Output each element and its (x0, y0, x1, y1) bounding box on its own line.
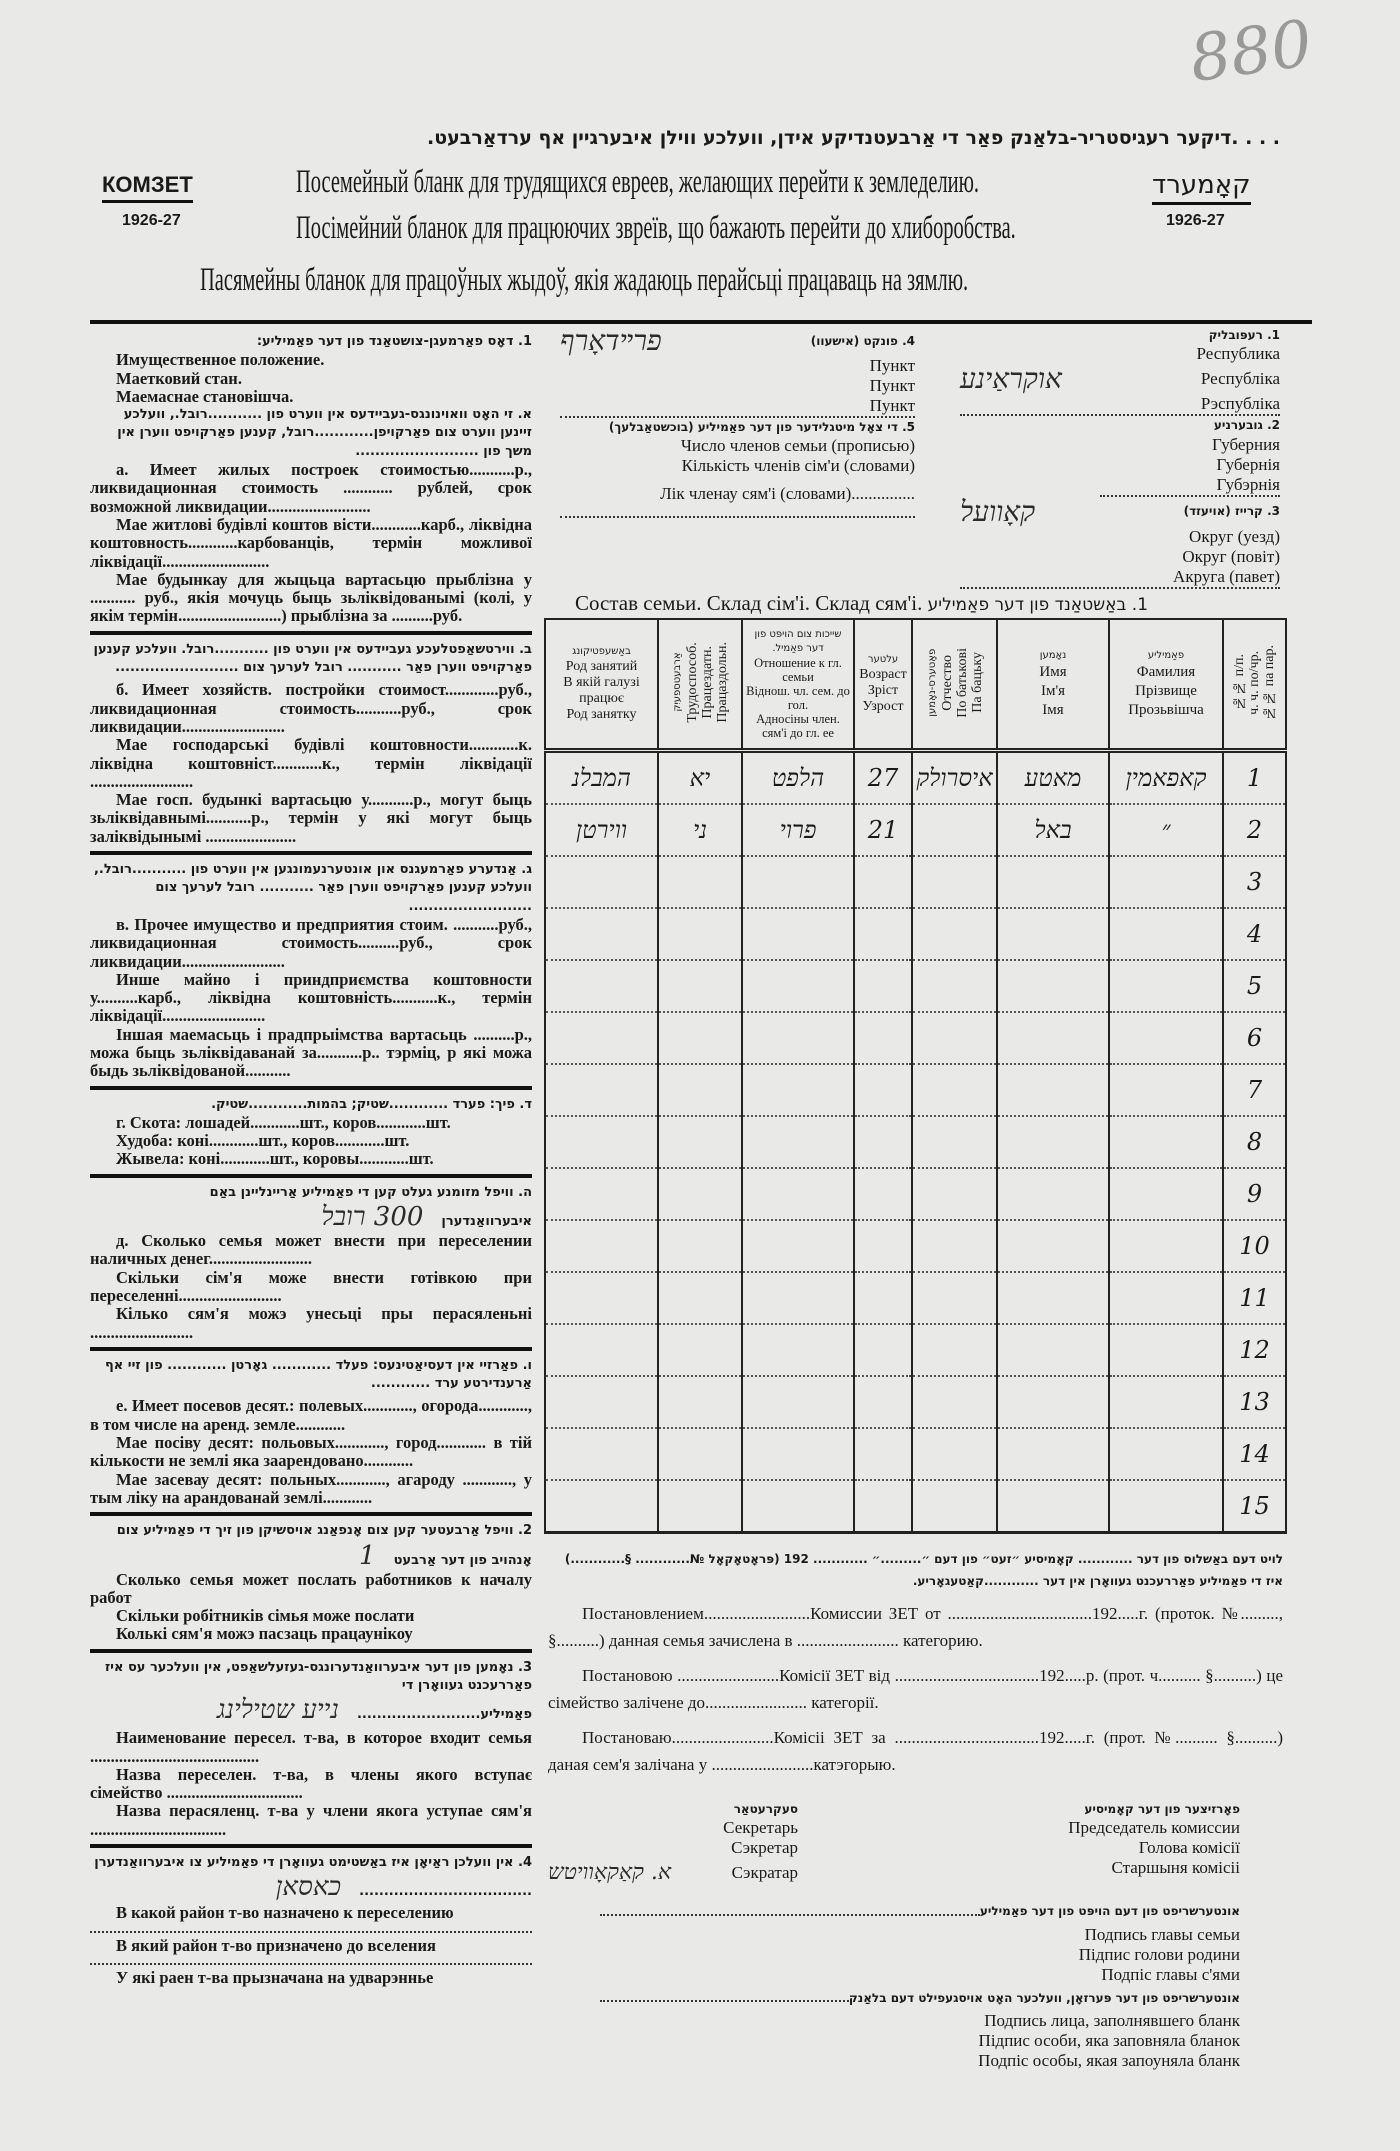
year-right: 1926-27 (1166, 212, 1225, 229)
cell-number: 5 (1223, 960, 1286, 1012)
cell-surname (1109, 1116, 1223, 1168)
cell-age (854, 1428, 912, 1480)
chair-label-ru: Председатель комиссии (1068, 1818, 1240, 1838)
chair-label-uk: Голова комісії (1138, 1838, 1240, 1858)
commission-signatures (548, 1800, 1240, 1888)
cell-surname (1109, 908, 1223, 960)
section-workers (90, 1522, 532, 1643)
filler-label-yi: אונטערשריפט פון דער פּערזאָן, וועלכער האָט אויסגעפילט דעם בלאַנק (848, 1990, 1240, 2005)
col-occupation: באַשעפטיקונג Род занятий В якій галузі працює Род занятку (545, 619, 658, 751)
cell-relation (742, 1220, 854, 1272)
cell-relation: הלפט (742, 751, 854, 805)
location-punkt (560, 326, 915, 518)
cell-number: 14 (1223, 1428, 1286, 1480)
table-row (545, 856, 1286, 908)
cell-surname (1109, 1428, 1223, 1480)
cell-age (854, 908, 912, 960)
field-text-ru: В какой район т-во назначено к переселению (116, 1903, 454, 1923)
field-text-uk: Мае житлові будівлі коштов вісти............карб., ліквідна коштовность............карбованців, термін можливої ліквідації.......................... (90, 514, 532, 571)
year-left: 1926-27 (122, 212, 181, 229)
col-surname: פאַמיליע Фамилия Прізвище Прозьвішча (1109, 619, 1223, 751)
handwritten-okrug: קאָוועל (960, 494, 1036, 528)
field-text-be: Жывела: коні............шт., коровы............шт. (116, 1149, 434, 1169)
cell-age (854, 1480, 912, 1533)
cell-name (997, 1064, 1109, 1116)
cell-name (997, 1168, 1109, 1220)
cell-surname: ״ (1109, 804, 1223, 856)
table-row (545, 1220, 1286, 1272)
cell-surname (1109, 1064, 1223, 1116)
field-text-yi: ג. אַנדערע פאַרמעגנס און אונטערנעמונגען אין ווערט פון ...........רובל., וועלכע קענען פאַרקויפט ווערן פאַר ........... רובל לערעך צום ......................... (93, 862, 532, 914)
field-text-ru: а. Имеет жилых построек стоимостью...........р., ликвидационная стоимость ............ рублей, срок возможной ликвидации......................... (90, 460, 532, 516)
table-row (545, 1012, 1286, 1064)
table-row (545, 1116, 1286, 1168)
cell-age (854, 1376, 912, 1428)
cell-name (997, 1220, 1109, 1272)
handwritten-district: כאסאן (275, 1872, 342, 1903)
cell-surname (1109, 1168, 1223, 1220)
family-heading-yi: 1. באַשטאַנד פון דער פאַמיליע (927, 595, 1149, 615)
cell-occupation (545, 1480, 658, 1533)
cell-able (658, 1064, 742, 1116)
cell-number: 13 (1223, 1376, 1286, 1428)
cell-able (658, 1324, 742, 1376)
cell-occupation (545, 856, 658, 908)
punkt-label-be: Пункт (560, 396, 915, 418)
cell-number: 12 (1223, 1324, 1286, 1376)
cell-name (997, 1428, 1109, 1480)
secretary-signature-block (548, 1800, 798, 1888)
handwritten-punkt: פרײדאָרף (560, 324, 662, 357)
field-text-be: Мае будынкау для жыцьца вартасьцю прыблізна у ........... руб., якія мочуць быць зьліквідованымі (колі, у якім термін.........................) прыблізна за ..........руб. (90, 569, 532, 626)
table-header (545, 619, 1286, 751)
cell-age (854, 1220, 912, 1272)
heading-be: Маемаснае становішча. (116, 386, 294, 406)
field-text-yi: 3. נאָמען פון דער איבערוואַנדערונגס-געזעלשאַפט, אין וועלכער עס איז פאַררעכנט געוואָרן די פאַמיליע......................... (104, 1659, 532, 1723)
section-farm-buildings (90, 641, 532, 846)
decision-ru: Постановлением.........................Комиссии ЗЕТ от ..................................192.....г. (проток. №........., §..........) данная семья зачислена в ........................ категорию. (548, 1604, 1283, 1650)
field-text-yi: 4. אין וועלכן ראַיאָן איז באַשטימט געוואָרן די פאַמיליע צו איבערוואַנדערן ................................... (94, 1855, 532, 1900)
handwritten-association-name: נייע שטילינג (216, 1695, 339, 1726)
cell-surname (1109, 1012, 1223, 1064)
cell-number: 11 (1223, 1272, 1286, 1324)
decision-yi: לויט דעם באַשלוס פון דער ............ קאָמיסיע ״זעט״ פון דעם ״.........״ ............ 192 (פּראָטאָקאָל №............ §............) איז די פאַמיליע פאַררעכנט געוואָרן אין דער ............קאַטעגאָריע. (564, 1552, 1283, 1588)
head-label-ru: Подпись главы семьи (1084, 1924, 1240, 1944)
cell-age (854, 1168, 912, 1220)
field-text-yi: 2. וויפל אַרבעטער קען צום אָנפאַנג אויסשיקן פון זיך די פאַמיליע צום אָנהויב פון דער אַרבעט (116, 1523, 532, 1568)
republic-row (960, 364, 1280, 394)
section-heading: 1. דאָס פאַרמעגן-צושטאַנד פון דער פאַמיליע: (256, 334, 532, 349)
cell-number: 8 (1223, 1116, 1286, 1168)
table-row (545, 1168, 1286, 1220)
punkt-row (560, 326, 915, 356)
cell-able: יא (658, 751, 742, 805)
divider (90, 1512, 532, 1516)
cell-name (997, 960, 1109, 1012)
divider (90, 851, 532, 855)
field-text-yi-wrap (90, 1659, 532, 1726)
section-district (90, 1854, 532, 1987)
cell-relation (742, 1116, 854, 1168)
cell-surname: קאפאמין (1109, 751, 1223, 805)
field-text-yi-wrap (90, 1522, 532, 1570)
filler-label-uk: Підпис особи, яка заповняла бланок (978, 2030, 1240, 2050)
cell-name (997, 1480, 1109, 1533)
cell-able (658, 1220, 742, 1272)
punkt-label-uk: Пункт (869, 376, 915, 395)
cell-able (658, 1480, 742, 1533)
field-text-ru: в. Прочее имущество и предприятия стоим. ...........руб., ликвидационная стоимость..........руб., срок ликвидации......................... (90, 914, 532, 971)
cell-age: 27 (854, 751, 912, 805)
cell-relation (742, 856, 854, 908)
cell-able (658, 856, 742, 908)
cell-number: 9 (1223, 1168, 1286, 1220)
title-belarusian: Пасямейны бланок для працоўных жыдоў, якія жадаюць перайсьці працаваць на зямлю. (200, 262, 969, 298)
field-text-be: Мае госп. будынкі вартасьцю у...........р., могут быць зьліквідавнымі...........р., термін у які могут быць заліквідынымі ...................... (90, 790, 532, 846)
field-text-yi-wrap (90, 1184, 532, 1232)
field-text-uk: В який район т-во призначено до вселения (116, 1935, 436, 1955)
cell-patronymic (912, 1012, 997, 1064)
cell-relation (742, 960, 854, 1012)
gubernia-label-uk: Губернія (1216, 454, 1280, 474)
cell-age (854, 960, 912, 1012)
signature-line (600, 2000, 849, 2002)
col-number: №№ п/п. ч. ч. по/чр. №№ па пар. (1223, 619, 1286, 751)
field-text-uk: Скільки робітників сімья може послати (116, 1606, 415, 1626)
title-russian: Посемейный бланк для трудящихся евреев, желающих перейти к земледелию. (296, 164, 980, 200)
table-row (545, 1376, 1286, 1428)
table-row (545, 1480, 1286, 1533)
logo-komerd: קאָמערד (1152, 170, 1251, 205)
cell-relation (742, 1168, 854, 1220)
table-row (545, 1272, 1286, 1324)
divider (90, 1174, 532, 1178)
field-text-uk: Назва переселен. т-ва, в члены якого вступає сімейство ................................. (90, 1764, 532, 1803)
cell-age: 21 (854, 804, 912, 856)
field-text-ru: Сколько семья может послать работников к началу работ (90, 1569, 532, 1607)
field-text-ru: Наименование пересел. т-ва, в которое входит семья ......................................... (90, 1728, 532, 1766)
cell-relation (742, 1428, 854, 1480)
title-ukrainian: Посімейний бланок для працюючих зврeїв, що бажають перейти до хлиборобства. (296, 210, 1016, 246)
cell-surname (1109, 1272, 1223, 1324)
col-patronymic: פאָטערס-נאָמען Отчество По батькові Па бацьку (912, 619, 997, 751)
table-row (545, 751, 1286, 805)
cell-patronymic: איסרולק (912, 751, 997, 805)
cell-age (854, 1116, 912, 1168)
head-signature-block (600, 1902, 1240, 2071)
cell-name (997, 1272, 1109, 1324)
secretary-row (548, 1858, 798, 1888)
cell-patronymic (912, 804, 997, 856)
cell-able: ני (658, 804, 742, 856)
members-label-yi: 5. די צאָל מיטגלידער פון דער פאַמיליע (בוכשטאַבלעך) (608, 420, 915, 434)
section-other-property (90, 861, 532, 1081)
field-text-uk: Худоба: коні............шт., коров............шт. (116, 1131, 410, 1151)
cell-age (854, 1012, 912, 1064)
heading-ru: Имущественное положение. (116, 350, 325, 370)
head-label-be: Подпіс главы с'ями (1101, 1964, 1240, 1984)
section-sowing (90, 1357, 532, 1507)
field-text-be: Кілько сям'я можэ унесьці пры перасяленьні ......................... (90, 1304, 532, 1342)
members-label-uk: Кількість членів сім'и (словами) (681, 456, 915, 476)
location-region (960, 326, 1280, 589)
cell-age (854, 1064, 912, 1116)
table-row (545, 908, 1286, 960)
members-label-ru: Число членов семьи (прописью) (680, 436, 915, 456)
republic-label-uk: Республіка (1200, 369, 1280, 389)
cell-occupation (545, 1116, 658, 1168)
cell-name (997, 1324, 1109, 1376)
cell-occupation: ווירטן (545, 804, 658, 856)
cell-name: מאטע (997, 751, 1109, 805)
republic-label-yi: 1. רעפּובליק (1208, 328, 1280, 342)
cell-age (854, 1272, 912, 1324)
cell-occupation: המבלנ (545, 751, 658, 805)
decision-uk: Постановою ........................Комісії ЗЕТ від ..................................192.....р. (прот. ч.......... §..........) це сімейство залічене до........................ категорії. (548, 1666, 1283, 1712)
handwritten-cash-amount: 300 רובל (321, 1202, 424, 1233)
field-text-ru: г. Скота: лошадей............шт., коров............шт. (116, 1112, 451, 1132)
table-row (545, 804, 1286, 856)
cell-surname (1109, 960, 1223, 1012)
field-text-yi: ב. ווירטשאַפטלעכע געביידעס אין ווערט פון ...........רובל. וועלכע קענען פאַרקויפט ווערן פאַר ........... רובל לערעך צום ......................... (93, 641, 532, 676)
field-text-be: У які раен т-ва прызначана на удварэнньe (116, 1967, 434, 1987)
cell-surname (1109, 1220, 1223, 1272)
punkt-label-ru: Пункт (869, 356, 915, 375)
field-text-ru: е. Имеет посевов десят.: полевых............, огорода............, в том числе на аренд. земле............ (90, 1396, 532, 1434)
family-table (544, 618, 1287, 1534)
cell-patronymic (912, 1480, 997, 1533)
cell-occupation (545, 908, 658, 960)
cell-patronymic (912, 1064, 997, 1116)
cell-relation (742, 1272, 854, 1324)
cell-relation (742, 1324, 854, 1376)
chair-signature-block (960, 1800, 1240, 1888)
cell-able (658, 1168, 742, 1220)
field-text-uk: Мае господарські будівлі коштовности............к. ліквідна коштовніст............к., термін ліквідації ......................... (90, 735, 532, 791)
field-text-yi-wrap (90, 1854, 532, 1902)
logo-komzet: КОМЗЕТ (102, 172, 193, 203)
cell-relation: פרוי (742, 804, 854, 856)
cell-surname (1109, 856, 1223, 908)
cell-patronymic (912, 1324, 997, 1376)
family-heading-text: Состав семьи. Склад сім'і. Склад сям'і. (575, 591, 923, 615)
dotted-line (560, 516, 915, 518)
members-label-be: Лік членау сям'і (словами)............... (660, 484, 915, 504)
gubernia-label-be: Губэрнія (1100, 475, 1280, 497)
field-text-yi: ה. וויפל מזומנע געלט קען די פאַמיליע אַריינליינן באַם איבערוואַנדערן (209, 1184, 532, 1230)
col-age: עלטער Возраст Зріст Узрост (854, 619, 912, 751)
okrug-row (960, 494, 1280, 528)
cell-patronymic (912, 1116, 997, 1168)
signature-line (600, 1914, 980, 1916)
field-text-be: Мае засевау десят: польных............, агароду ............, у тым ліку на арандованай землі............ (90, 1469, 532, 1507)
cell-able (658, 1272, 742, 1324)
republic-label-be: Рэспубліка (960, 394, 1280, 416)
cell-occupation (545, 1220, 658, 1272)
secretary-signature: א. קאַקאָוויטש (548, 1860, 672, 1886)
section-livestock (90, 1096, 532, 1169)
table-row (545, 960, 1286, 1012)
cell-number: 10 (1223, 1220, 1286, 1272)
field-text-yi: א. זי האָט וואוינונגס-געביידעס אין ווערט פון ...........רובל., וועלכע זיינען ווערט צום פאַרקויפן............רובל, קענען פאַרקויפט ווערן אין משך פון ......................... (117, 407, 532, 459)
cell-able (658, 960, 742, 1012)
handwritten-republic: אוקראַינע (960, 362, 1062, 396)
field-text-uk: Инше майно і приндприємства коштовности у..........карб., ліквідна коштовність...........к., термін ліквідації......................... (90, 969, 532, 1026)
cell-relation (742, 908, 854, 960)
cell-relation (742, 1012, 854, 1064)
secretary-label-uk: Сэкретар (731, 1838, 798, 1858)
okrug-label-be: Акруга (павет) (960, 567, 1280, 589)
cell-age (854, 1324, 912, 1376)
cell-number: 1 (1223, 751, 1286, 805)
section-property (90, 333, 532, 626)
cell-occupation (545, 1272, 658, 1324)
col-name: נאָמען Имя Ім'я Імя (997, 619, 1109, 751)
cell-patronymic (912, 856, 997, 908)
table-row (545, 1428, 1286, 1480)
field-text-uk: Скільки сім'я може внести готівкою при переселенні......................... (90, 1267, 532, 1305)
divider (90, 1649, 532, 1653)
col-able: אַרבעטספעיִק Трудоспособ. Працездатн. Працаздольн. (658, 619, 742, 751)
cell-age (854, 856, 912, 908)
cell-able (658, 1012, 742, 1064)
cell-occupation (545, 1012, 658, 1064)
field-text-ru: б. Имеет хозяйств. постройки стоимост.............руб., ликвидационная стоимость...........руб., срок ликвидации......................... (90, 680, 532, 736)
cell-surname (1109, 1324, 1223, 1376)
cell-name: באל (997, 804, 1109, 856)
filler-label-be: Подпіс особы, якая запоуняла бланк (978, 2050, 1240, 2070)
decision-be: Постановаю........................Комісіі ЗЕТ за ..................................192.....г. (прот. №.......... §..........) данaя сем'я залічана у ........................катэгорыю. (548, 1728, 1283, 1774)
cell-patronymic (912, 1376, 997, 1428)
cell-patronymic (912, 1220, 997, 1272)
cell-number: 6 (1223, 1012, 1286, 1064)
yiddish-title: . . . .דיקער רעגיסטריר-בלאַנק פאַר די אַרבעטנדיקע אידן, וועלכע ווילן איבערגיין אף ערדאַרבעט. (426, 127, 1280, 149)
field-text-yi: ו. פאַרזיי אין דעסיאַטינעס: פעלד ............ גאָרטן ............ פון זיי אף אַרענדירטע ערד ............ (105, 1357, 532, 1392)
dotted-line (90, 1931, 532, 1933)
filler-label-ru: Подпись лица, заполнявшего бланк (984, 2010, 1240, 2030)
cell-surname (1109, 1376, 1223, 1428)
cell-surname (1109, 1480, 1223, 1533)
heading-uk: Маетковий стан. (116, 368, 242, 388)
header-divider (90, 320, 1312, 324)
cell-patronymic (912, 960, 997, 1012)
cell-able (658, 908, 742, 960)
cell-number: 4 (1223, 908, 1286, 960)
cell-able (658, 1376, 742, 1428)
field-text-yi: ד. פיך: פערד ............שטיק; בהמות............שטיק. (211, 1096, 532, 1112)
head-label-uk: Підпис голови родини (1078, 1944, 1240, 1964)
handwritten-workers-count: 1 (359, 1540, 376, 1571)
cell-patronymic (912, 1428, 997, 1480)
cell-name (997, 1012, 1109, 1064)
cell-number: 2 (1223, 804, 1286, 856)
field-text-be: Іншая маемасьць і прадпрыімства вартасьць ..........р., можа быць зьліквідаванай за...........р.. тэрміц, р які можа быдь зьліквідованой........... (90, 1024, 532, 1081)
cell-patronymic (912, 1168, 997, 1220)
divider (90, 1347, 532, 1351)
left-column (90, 333, 532, 1987)
cell-patronymic (912, 908, 997, 960)
section-association (90, 1659, 532, 1839)
section-cash (90, 1184, 532, 1342)
cell-name (997, 1116, 1109, 1168)
republic-label-ru: Республика (1196, 344, 1280, 364)
cell-relation (742, 1064, 854, 1116)
field-text-uk: Мае посіву десят: польовых............, город............ в тій кількости не землі яка заарендовано............ (90, 1433, 532, 1471)
cell-able (658, 1428, 742, 1480)
cell-able (658, 1116, 742, 1168)
secretary-label-be: Сэкратар (731, 1863, 798, 1883)
family-heading (575, 591, 1148, 617)
cell-occupation (545, 1324, 658, 1376)
field-text-be: Назва перасяленц. т-ва у члени якога уступае сям'я ................................. (90, 1801, 532, 1839)
cell-occupation (545, 960, 658, 1012)
cell-occupation (545, 1064, 658, 1116)
cell-name (997, 908, 1109, 960)
field-text-ru: д. Сколько семья может внести при переселении наличных денег......................... (90, 1231, 532, 1269)
divider (90, 1844, 532, 1848)
cell-name (997, 856, 1109, 908)
cell-occupation (545, 1428, 658, 1480)
divider (90, 1086, 532, 1090)
cell-number: 15 (1223, 1480, 1286, 1533)
col-relation: שייכות צום הויפּט פון דער פאַמיל. Отношение к гл. семьи Віднош. чл. сем. до гол. Адносіны член. сям'і до гл. ее (742, 619, 854, 751)
cell-occupation (545, 1376, 658, 1428)
divider (90, 631, 532, 635)
field-text-be: Колькі сям'я можэ пасзаць працаунікоу (116, 1624, 413, 1644)
okrug-label-uk: Округ (повіт) (1182, 546, 1280, 566)
gubernia-label-yi: 2. גובערניע (1213, 418, 1280, 433)
okrug-label-yi: 3. קרייז (אויעזד) (1183, 504, 1280, 519)
gubernia-label-ru: Губерния (1212, 434, 1280, 454)
cell-number: 7 (1223, 1064, 1286, 1116)
cell-patronymic (912, 1272, 997, 1324)
decision-text (548, 1600, 1283, 1778)
table-row (545, 1324, 1286, 1376)
dotted-line (90, 1963, 532, 1965)
secretary-label-yi: סעקרעטאַר (733, 1802, 798, 1816)
cell-relation (742, 1480, 854, 1533)
cell-occupation (545, 1168, 658, 1220)
okrug-label-ru: Округ (уезд) (1189, 526, 1280, 546)
cell-number: 3 (1223, 856, 1286, 908)
right-bottom-column (548, 1548, 1283, 2071)
table-row (545, 1064, 1286, 1116)
chair-label-yi: פאָרזיצער פון דער קאָמיסיע (1084, 1802, 1240, 1816)
head-label-yi: אונטערשריפט פון דעם הויפּט פון דער פאַמיליע (979, 1904, 1240, 1919)
secretary-label-ru: Секретарь (723, 1818, 798, 1838)
chair-label-be: Старшыня комісіі (1111, 1858, 1240, 1878)
punkt-label-yi: 4. פונקט (אישעוו) (810, 333, 915, 348)
archive-number: 880 (1185, 6, 1317, 98)
cell-name (997, 1376, 1109, 1428)
cell-relation (742, 1376, 854, 1428)
